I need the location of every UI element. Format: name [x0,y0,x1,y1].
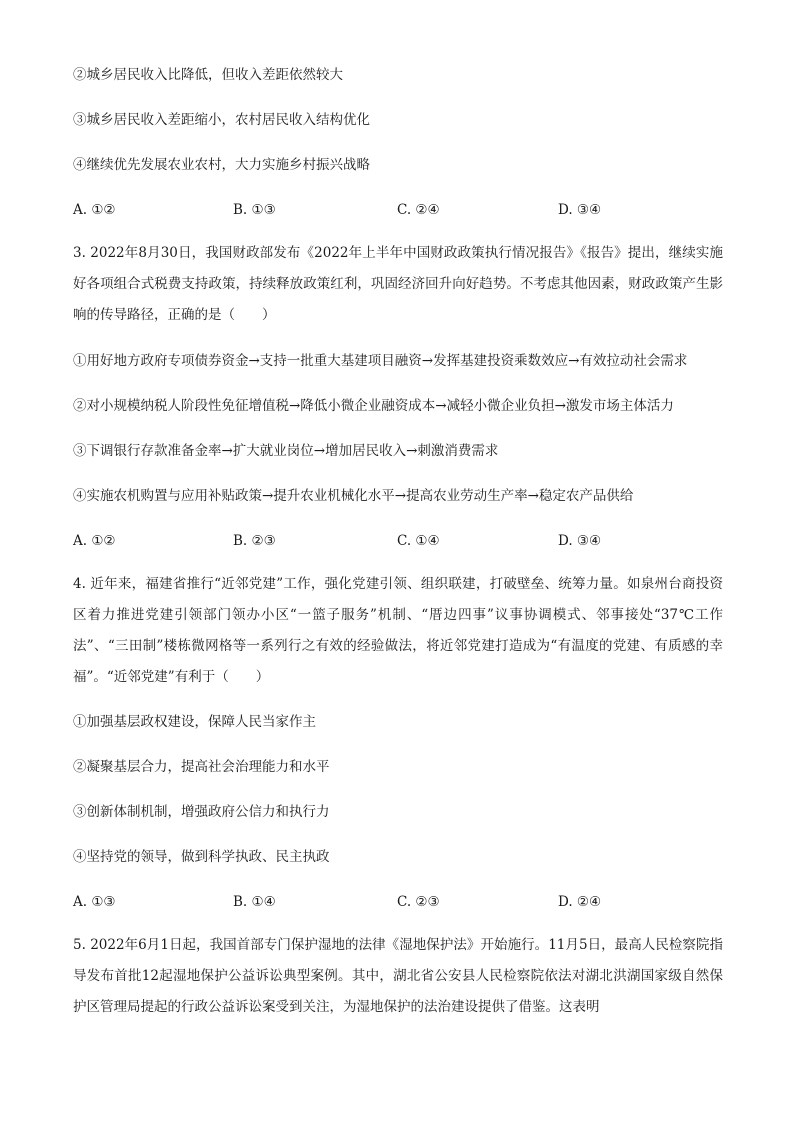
q3-option-d: D. ③④ [558,533,602,549]
q4-item-3: ③创新体制机制，增强政府公信力和执行力 [73,804,330,820]
q3-option-a: A. ①② [73,533,116,549]
q3-item-1: ①用好地方政府专项债券资金→支持一批重大基建项目融资→发挥基建投资乘数效应→有效拉动社会需求 [73,353,688,369]
q2-option-d: D. ③④ [558,202,602,218]
q4-item-4: ④坚持党的领导，做到科学执政、民主执政 [73,849,330,865]
q2-item-4: ④继续优先发展农业农村，大力实施乡村振兴战略 [73,157,370,173]
q3-item-4: ④实施农机购置与应用补贴政策→提升农业机械化水平→提高农业劳动生产率→稳定农产品供给 [73,488,634,504]
q2-option-a: A. ①② [73,202,116,218]
q4-item-1: ①加强基层政权建设，保障人民当家作主 [73,714,316,730]
q2-option-b: B. ①③ [233,202,276,218]
q2-item-2: ②城乡居民收入比降低，但收入差距依然较大 [73,67,343,83]
q3-item-3: ③下调银行存款准备金率→扩大就业岗位→增加居民收入→刺激消费需求 [73,443,499,459]
q3-stem: 3. 2022年8月30日，我国财政部发布《2022年上半年中国财政政策执行情况报告》《报告》提出，继续实施好各项组合式税费支持政策，持续释放政策红利，巩固经济回升向好趋势。不考虑其他因素，财政政策产生影响的传导路径，正确的是（ ） [73,245,723,323]
q4-option-d: D. ②④ [558,894,602,910]
q4-option-c: C. ②③ [397,894,440,910]
q4-option-a: A. ①③ [73,894,116,910]
q4-item-2: ②凝聚基层合力，提高社会治理能力和水平 [73,759,330,775]
q2-item-3: ③城乡居民收入差距缩小，农村居民收入结构优化 [73,112,370,128]
q3-item-2: ②对小规模纳税人阶段性免征增值税→降低小微企业融资成本→减轻小微企业负担→激发市场主体活力 [73,398,674,414]
q5-stem: 5. 2022年6月1日起，我国首部专门保护湿地的法律《湿地保护法》开始施行。11月5日，最高人民检察院指导发布首批12起湿地保护公益诉讼典型案例。其中，湖北省公安县人民检察院依法对湖北洪湖国家级自然保护区管理局提起的行政公益诉讼案受到关注，为湿地保护的法治建设提供了借鉴。这表明 [73,937,723,1015]
q3-option-c: C. ①④ [397,533,440,549]
q4-stem: 4. 近年来，福建省推行“近邻党建”工作，强化党建引领、组织联建，打破壁垒、统筹力量。如泉州台商投资区着力推进党建引领部门领办小区“一篮子服务”机制、“厝边四事”议事协调模式、邻事接处“37℃工作法”、“三田制”楼栋微网格等一系列行之有效的经验做法，将近邻党建打造成为“有温度的党建、有质感的幸福”。“近邻党建”有利于（ ） [73,576,723,685]
q4-option-b: B. ①④ [233,894,276,910]
q3-option-b: B. ②③ [233,533,276,549]
q2-option-c: C. ②④ [397,202,440,218]
